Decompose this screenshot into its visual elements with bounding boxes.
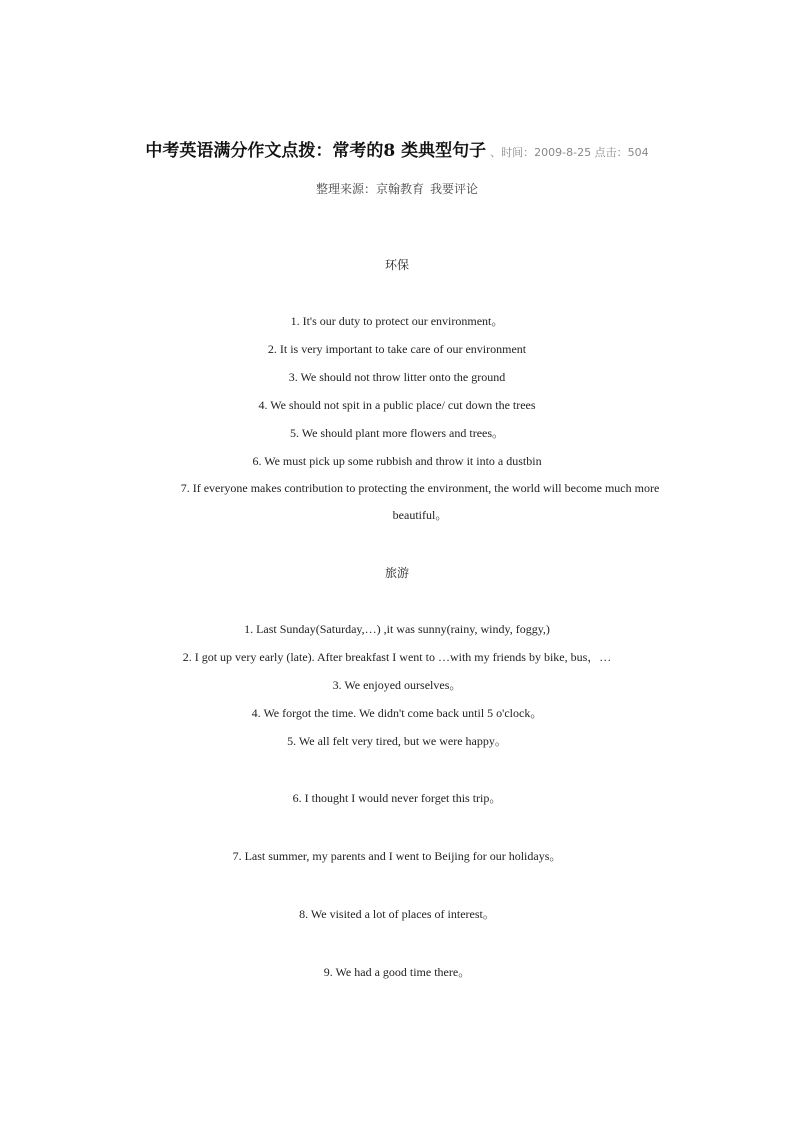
article-meta: 、时间：2009-8-25 点击：504	[490, 146, 649, 159]
sentence-line: 6. We must pick up some rubbish and throw it into a dustbin	[252, 454, 542, 468]
comment-link[interactable]: 我要评论	[430, 182, 479, 196]
sentence-line: 2. I got up very early (late). After breakfast I went to …with my friends by bike, bus，…	[182, 650, 612, 664]
source-line	[0, 180, 794, 197]
sentence-line: 5. We all felt very tired, but we were happy。	[287, 734, 507, 748]
sentence-line: 5. We should plant more flowers and trees。	[289, 426, 505, 440]
sentence-line: 1. It's our duty to protect our environment。	[290, 314, 504, 328]
sentence-line: 6. I thought I would never forget this trip。	[292, 791, 502, 805]
sentence-line: 3. We enjoyed ourselves。	[332, 678, 462, 692]
sentence-line: 1. Last Sunday(Saturday,…) ,it was sunny(rainy, windy, foggy,)	[244, 622, 550, 636]
sentence-line: 2. It is very important to take care of our environment	[267, 342, 527, 356]
section-heading-environment: 环保	[384, 258, 409, 272]
sentence-line: 7. If everyone makes contribution to protecting the environment, the world will become much more beautiful。	[180, 481, 660, 522]
source-label: 整理来源：京翰教育	[315, 182, 424, 196]
sentence-line: 4. We forgot the time. We didn't come back until 5 o'clock。	[251, 706, 543, 720]
page-title: 中考英语满分作文点拨：常考的8 类典型句子	[145, 141, 487, 161]
title-line	[0, 136, 794, 161]
sentence-line: 8. We visited a lot of places of interest。	[299, 907, 495, 921]
section-heading-travel: 旅游	[384, 566, 409, 580]
sentence-line: 7. Last summer, my parents and I went to Beijing for our holidays。	[232, 849, 562, 863]
sentence-line: 9. We had a good time there。	[323, 965, 471, 979]
sentence-line: 4. We should not spit in a public place/ cut down the trees	[258, 398, 536, 412]
sentence-line: 3. We should not throw litter onto the ground	[288, 370, 506, 384]
